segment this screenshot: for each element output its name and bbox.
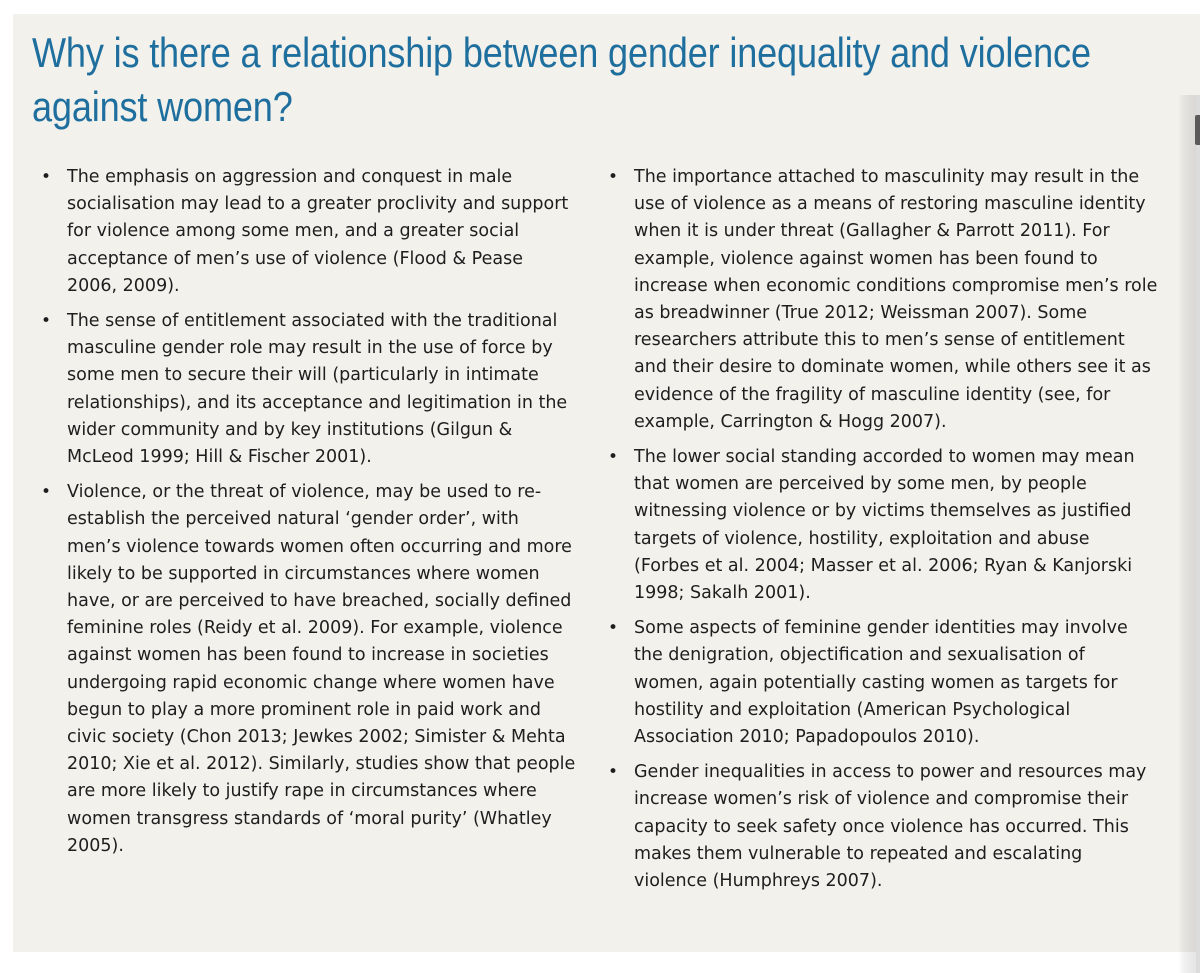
list-item-text: Violence, or the threat of violence, may be used to re-establish the perceived natural ‘gender order’, with men’s violence towards women often occurring and more likely to be supported in circumstances where women have, or are perceived to have breached, socially defined feminine roles (Reidy et al. 2009). For example, violence against women has been found to increase in societies undergoing rapid economic change where women have begun to play a more prominent role in paid work and civic society (Chon 2013; Jewkes 2002; Simister & Mehta 2010; Xie et al. 2012). Similarly, studies show that people are more likely to justify rape in circumstances where women transgress standards of ‘moral purity’ (Whatley 2005). [67, 482, 576, 856]
list-item [598, 444, 1158, 607]
list-item-text: The lower social standing accorded to women may mean that women are perceived by some men, by people witnessing violence or by victims themselves as justified targets of violence, hostility, exploitation and abuse (Forbes et al. 2004; Masser et al. 2006; Ryan & Kanjorski 1998; Sakalh 2001). [634, 447, 1135, 604]
left-bullet-list [31, 164, 576, 868]
list-item-text: The importance attached to masculinity may result in the use of violence as a means of restoring masculine identity when it is under threat (Gallagher & Parrott 2011). For example, violence against women has been found to increase when economic conditions compromise men’s role as breadwinner (True 2012; Weissman 2007). Some researchers attribute this to men’s sense of entitlement and their desire to dominate women, while others see it as evidence of the fragility of masculine identity (see, for example, Carrington & Hogg 2007). [634, 167, 1158, 432]
list-item-text: Gender inequalities in access to power and resources may increase women’s risk of violence and compromise their capacity to seek safety once violence has occurred. This makes them vulnerable to repeated and escalating violence (Humphreys 2007). [634, 762, 1147, 892]
list-item [31, 164, 576, 300]
list-item-text: The emphasis on aggression and conquest in male socialisation may lead to a greater proclivity and support for violence among some men, and a greater social acceptance of men’s use of violence (Flood & Pease 2006, 2009). [67, 167, 569, 296]
list-item [31, 308, 576, 471]
bullet-icon: • [608, 447, 619, 468]
list-item [598, 759, 1158, 895]
right-bullet-list [598, 164, 1158, 903]
list-item [598, 615, 1158, 751]
section-heading: Why is there a relationship between gender inequality and violence against women? [32, 29, 1091, 130]
list-item-text: Some aspects of feminine gender identities may involve the denigration, objectification and sexualisation of women, again potentially casting women as targets for hostility and exploitation (American Psychological Association 2010; Papadopoulos 2010). [634, 618, 1128, 748]
bullet-icon: • [41, 311, 52, 332]
scrollbar-thumb[interactable] [1195, 115, 1200, 145]
page-edge [1196, 95, 1200, 973]
bullet-icon: • [41, 482, 52, 503]
list-item [598, 164, 1158, 436]
list-item-text: The sense of entitlement associated with the traditional masculine gender role may result in the use of force by some men to secure their will (particularly in intimate relationships), and its acceptance and legitimation in the wider community and by key institutions (Gilgun & McLeod 1999; Hill & Fischer 2001). [67, 311, 568, 468]
list-item [31, 479, 576, 860]
bullet-icon: • [608, 618, 619, 639]
bullet-icon: • [41, 167, 52, 187]
bullet-icon: • [608, 762, 619, 783]
bullet-icon: • [608, 167, 619, 187]
